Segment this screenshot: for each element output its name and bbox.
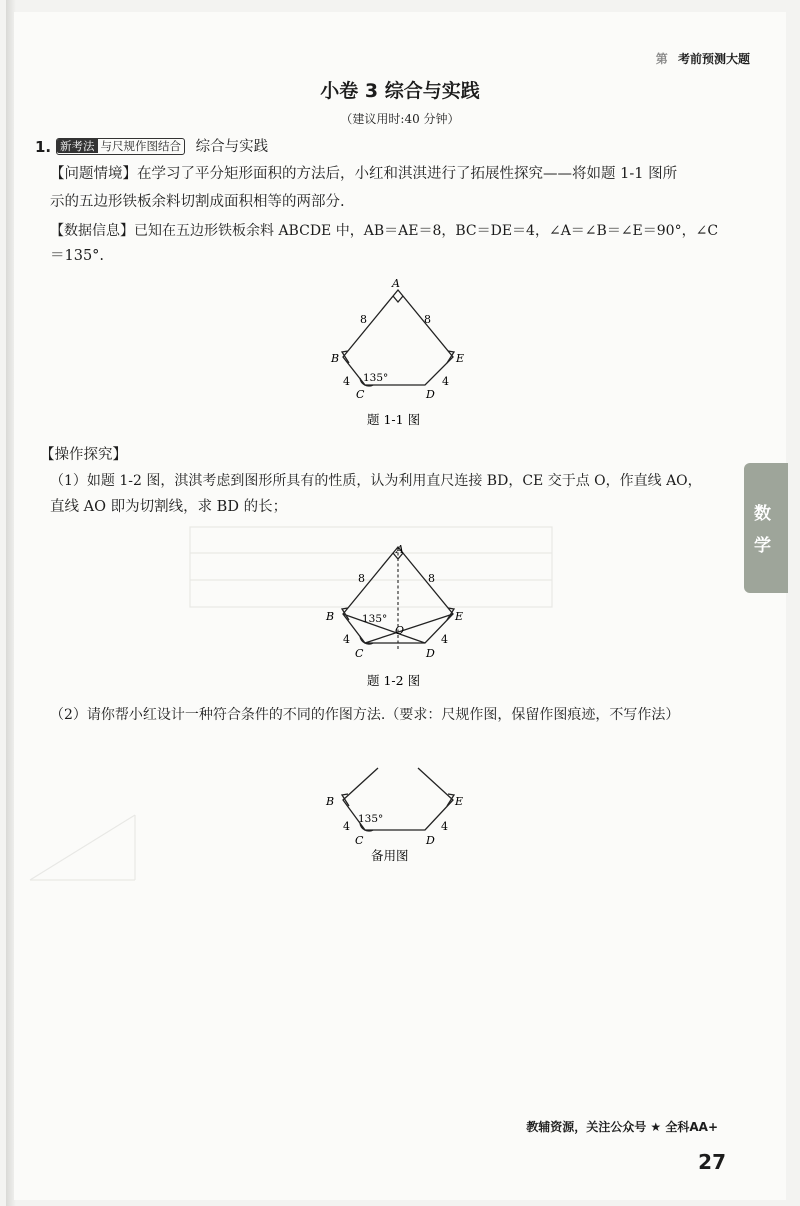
label-e-fig1: E [456, 352, 465, 365]
part1-line-1: （1）如题 1-2 图，淇淇考虑到图形所具有的性质，认为利用直尺连接 BD，CE 交于点 O，作直线 AO， [50, 473, 702, 489]
new-method-badge: 新考法 [57, 139, 98, 153]
label-o-fig2: O [395, 624, 405, 637]
page-title: 小卷 3 综合与实践 [320, 80, 480, 102]
problem-text-1: 在学习了平分矩形面积的方法后，小红和淇淇进行了拓展性探究——将如题 1-1 图所 [137, 166, 678, 182]
angle-c-fig3: 135° [358, 813, 384, 825]
length-bc-fig1: 4 [343, 375, 350, 388]
angle-c-fig2: 135° [362, 613, 388, 625]
length-bc-fig3: 4 [343, 820, 350, 833]
label-c-fig1: C [356, 388, 365, 401]
label-e-fig3: E [455, 795, 464, 808]
data-line-2: ＝135°. [50, 248, 105, 264]
length-ae-fig2: 8 [428, 572, 435, 585]
question-topic: 综合与实践 [195, 139, 269, 155]
length-ab-fig1: 8 [360, 313, 367, 326]
side-tab-char-1: 数 [754, 504, 771, 524]
data-label: 【数据信息】 [50, 223, 134, 239]
problem-label: 【问题情境】 [50, 166, 137, 182]
operation-label: 【操作探究】 [40, 447, 127, 463]
header-separator: 第 [655, 52, 668, 66]
length-ab-fig2: 8 [358, 572, 365, 585]
page-number: 27 [698, 1150, 726, 1174]
question-number: 1. [35, 138, 52, 156]
label-d-fig1: D [426, 388, 435, 401]
angle-c-fig1: 135° [363, 372, 389, 384]
length-de-fig2: 4 [441, 633, 448, 646]
header-series-label: 考前预测大题 [677, 52, 750, 66]
subject-side-tab [744, 463, 788, 593]
caption-fig2: 题 1-2 图 [367, 673, 421, 688]
length-ae-fig1: 8 [424, 313, 431, 326]
label-b-fig2: B [326, 610, 335, 623]
label-a-fig1: A [392, 277, 400, 290]
data-text-1: 已知在五边形铁板余料 ABCDE 中，AB＝AE＝8，BC＝DE＝4，∠A＝∠B＝∠E＝90°，∠C [134, 223, 719, 239]
part1-line-2: 直线 AO 即为切割线，求 BD 的长； [50, 499, 288, 515]
length-de-fig3: 4 [441, 820, 448, 833]
label-d-fig2: D [426, 647, 435, 660]
side-tab-char-2: 学 [754, 536, 771, 556]
length-de-fig1: 4 [442, 375, 449, 388]
caption-fig1: 题 1-1 图 [367, 412, 421, 427]
label-a-fig2: A [396, 543, 404, 556]
time-suggestion: （建议用时:40 分钟） [340, 112, 460, 126]
label-c-fig3: C [355, 834, 364, 847]
tag-text: 与尺规作图结合 [100, 139, 181, 153]
length-bc-fig2: 4 [343, 633, 350, 646]
label-b-fig3: B [326, 795, 335, 808]
label-d-fig3: D [426, 834, 435, 847]
problem-line-2: 示的五边形铁板余料切割成面积相等的两部分. [50, 194, 345, 210]
label-c-fig2: C [355, 647, 364, 660]
label-b-fig1: B [331, 352, 340, 365]
caption-fig3: 备用图 [371, 848, 409, 863]
part2-text: （2）请你帮小红设计一种符合条件的不同的作图方法.（要求：尺规作图，保留作图痕迹，不写作法） [50, 707, 680, 723]
footer-note: 教辅资源，关注公众号 ★ 全科AA+ [526, 1120, 718, 1134]
label-e-fig2: E [455, 610, 464, 623]
